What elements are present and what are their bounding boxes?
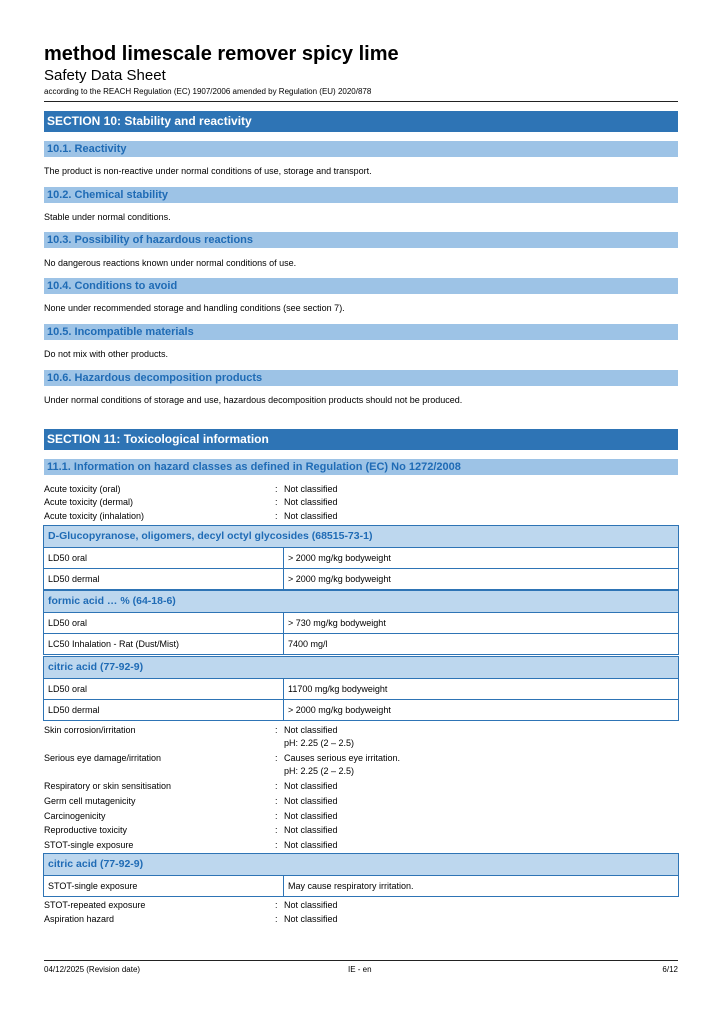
separator: : (275, 900, 278, 910)
table-row (44, 875, 678, 896)
separator: : (275, 840, 278, 850)
separator: : (275, 781, 278, 791)
formic-acid-tox-table (43, 590, 679, 655)
separator: : (275, 811, 278, 821)
table-row (44, 678, 678, 699)
hazard-label: STOT-single exposure (44, 840, 134, 850)
hazard-label: STOT-repeated exposure (44, 900, 146, 910)
footer-divider (44, 960, 678, 961)
table-cell-value: 11700 mg/kg bodyweight (288, 684, 388, 694)
separator: : (275, 753, 278, 763)
separator: : (275, 825, 278, 835)
table-cell-label: STOT-single exposure (44, 876, 284, 896)
separator: : (275, 725, 278, 735)
hazard-label: Aspiration hazard (44, 914, 115, 924)
table-cell-value: > 2000 mg/kg bodyweight (288, 705, 391, 715)
hazard-value: Not classified (284, 900, 338, 910)
subsection-10-6-heading: 10.6. Hazardous decomposition products (44, 370, 678, 386)
hazard-value: Not classified (284, 781, 338, 791)
document-subtitle: Safety Data Sheet (44, 67, 166, 84)
hazard-label: Reproductive toxicity (44, 825, 128, 835)
table-cell-label: LD50 oral (44, 613, 284, 633)
separator: : (275, 914, 278, 924)
hazard-value: Not classified (284, 796, 338, 806)
table-cell-label: LD50 dermal (44, 569, 284, 589)
hazard-ph-value: pH: 2.25 (2 – 2.5) (284, 766, 355, 776)
subsection-11-1-heading: 11.1. Information on hazard classes as defined in Regulation (EC) No 1272/2008 (44, 459, 678, 475)
subsection-10-6-text: Under normal conditions of storage and use, hazardous decomposition products should not be produced. (44, 395, 463, 405)
subsection-10-3-text: No dangerous reactions known under normal conditions of use. (44, 258, 297, 268)
subsection-10-3-heading: 10.3. Possibility of hazardous reactions (44, 232, 678, 248)
hazard-label: Skin corrosion/irritation (44, 725, 136, 735)
hazard-value: Not classified (284, 511, 338, 521)
subsection-10-4-heading: 10.4. Conditions to avoid (44, 278, 678, 294)
hazard-value: Not classified (284, 914, 338, 924)
table-cell-value: > 2000 mg/kg bodyweight (288, 574, 391, 584)
subsection-10-4-text: None under recommended storage and handling conditions (see section 7). (44, 303, 345, 313)
table-title: formic acid … % (64-18-6) (44, 591, 678, 612)
hazard-label: Serious eye damage/irritation (44, 753, 162, 763)
section-10-heading: SECTION 10: Stability and reactivity (44, 111, 678, 132)
hazard-value: Not classified (284, 725, 338, 735)
table-title: citric acid (77-92-9) (44, 854, 678, 875)
separator: : (275, 484, 278, 494)
hazard-label: Carcinogenicity (44, 811, 106, 821)
table-cell-label: LD50 dermal (44, 700, 284, 720)
subsection-10-1-heading: 10.1. Reactivity (44, 141, 678, 157)
language-code: IE - en (348, 965, 372, 974)
subsection-10-2-text: Stable under normal conditions. (44, 212, 171, 222)
hazard-label: Acute toxicity (oral) (44, 484, 121, 494)
hazard-value: Not classified (284, 497, 338, 507)
subsection-10-5-text: Do not mix with other products. (44, 349, 169, 359)
subsection-10-1-text: The product is non-reactive under normal conditions of use, storage and transport. (44, 166, 372, 176)
hazard-value: Causes serious eye irritation. (284, 753, 401, 763)
table-title: citric acid (77-92-9) (44, 657, 678, 678)
hazard-label: Germ cell mutagenicity (44, 796, 136, 806)
separator: : (275, 511, 278, 521)
table-cell-label: LD50 oral (44, 679, 284, 699)
table-title: D-Glucopyranose, oligomers, decyl octyl glycosides (68515-73-1) (44, 526, 678, 547)
table-cell-label: LC50 Inhalation - Rat (Dust/Mist) (44, 634, 284, 654)
header-divider (44, 101, 678, 102)
hazard-value: Not classified (284, 811, 338, 821)
table-cell-value: > 730 mg/kg bodyweight (288, 618, 386, 628)
glycosides-tox-table (43, 525, 679, 590)
table-row (44, 547, 678, 568)
section-11-heading: SECTION 11: Toxicological information (44, 429, 678, 450)
separator: : (275, 497, 278, 507)
hazard-label: Respiratory or skin sensitisation (44, 781, 172, 791)
table-row (44, 633, 678, 654)
separator: : (275, 796, 278, 806)
table-cell-value: May cause respiratory irritation. (288, 881, 414, 891)
citric-acid-tox-table (43, 656, 679, 721)
regulation-note: according to the REACH Regulation (EC) 1907/2006 amended by Regulation (EU) 2020/878 (44, 87, 372, 96)
page-number: 6/12 (662, 965, 678, 974)
citric-acid-stot-table (43, 853, 679, 897)
hazard-value: Not classified (284, 825, 338, 835)
revision-date: 04/12/2025 (Revision date) (44, 965, 141, 974)
table-row (44, 568, 678, 589)
table-cell-value: 7400 mg/l (288, 639, 328, 649)
hazard-label: Acute toxicity (dermal) (44, 497, 134, 507)
hazard-value: Not classified (284, 840, 338, 850)
subsection-10-2-heading: 10.2. Chemical stability (44, 187, 678, 203)
hazard-label: Acute toxicity (inhalation) (44, 511, 145, 521)
subsection-10-5-heading: 10.5. Incompatible materials (44, 324, 678, 340)
table-cell-value: > 2000 mg/kg bodyweight (288, 553, 391, 563)
hazard-ph-value: pH: 2.25 (2 – 2.5) (284, 738, 355, 748)
table-cell-label: LD50 oral (44, 548, 284, 568)
document-title: method limescale remover spicy lime (44, 43, 399, 65)
hazard-value: Not classified (284, 484, 338, 494)
table-row (44, 612, 678, 633)
table-row (44, 699, 678, 720)
